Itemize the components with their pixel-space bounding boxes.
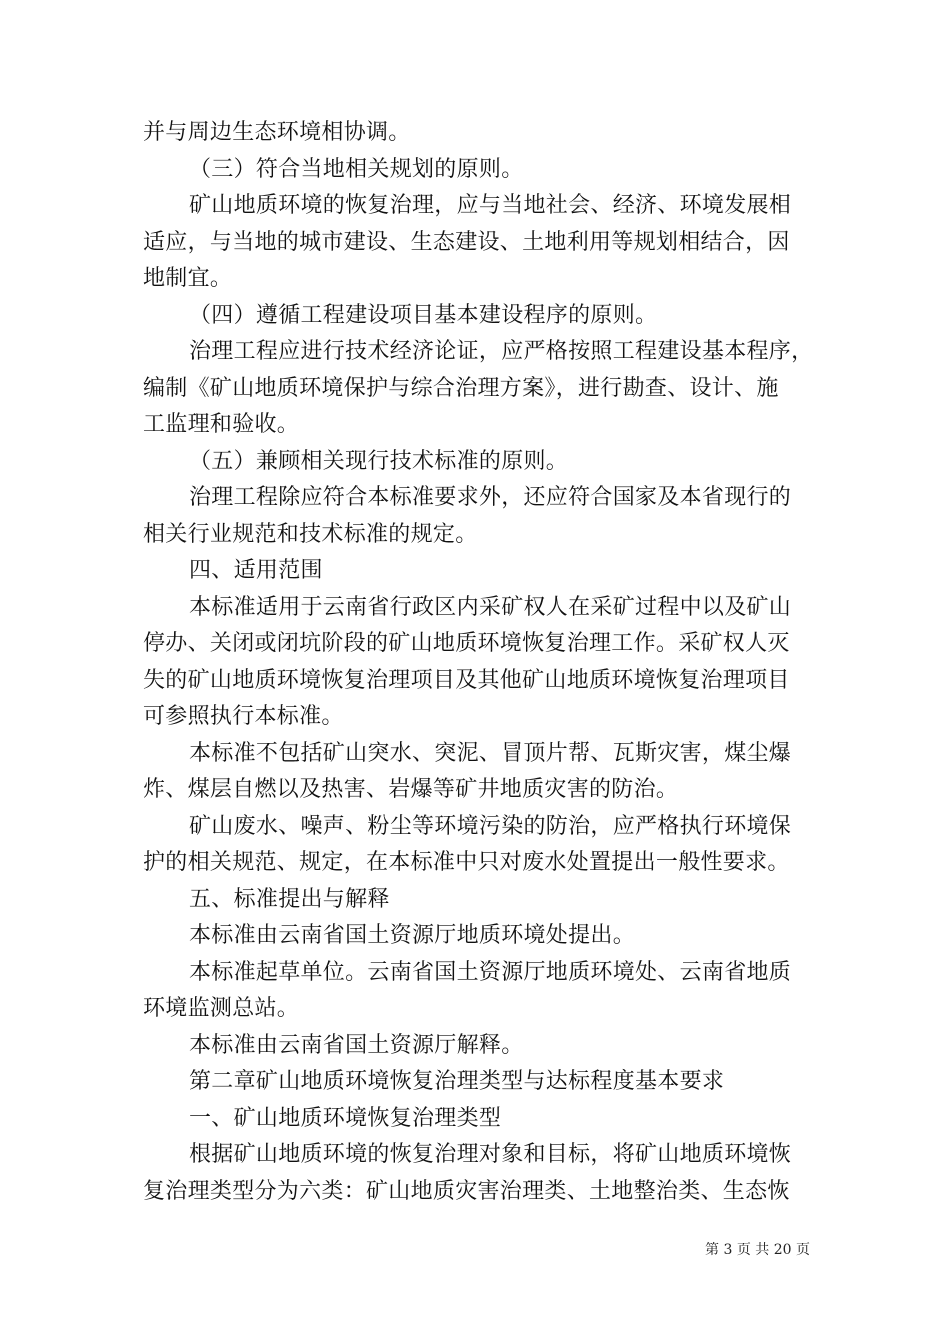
text-line: 护的相关规范、规定，在本标准中只对废水处置提出一般性要求。 bbox=[143, 850, 790, 875]
text-line: 工监理和验收。 bbox=[143, 412, 300, 437]
text-line: （四）遵循工程建设项目基本建设程序的原则。 bbox=[189, 302, 658, 328]
text-line: 停办、关闭或闭坑阶段的矿山地质环境恢复治理工作。采矿权人灭 bbox=[143, 631, 790, 656]
text-line: 并与周边生态环境相协调。 bbox=[143, 120, 411, 145]
text-line: 失的矿山地质环境恢复治理项目及其他矿山地质环境恢复治理项目 bbox=[143, 667, 790, 693]
text-line: 本标准不包括矿山突水、突泥、冒顶片帮、瓦斯灾害，煤尘爆 bbox=[189, 740, 792, 766]
text-line: （三）符合当地相关规划的原则。 bbox=[189, 156, 524, 182]
text-line: 治理工程除应符合本标准要求外，还应符合国家及本省现行的 bbox=[189, 485, 792, 510]
text-line: 可参照执行本标准。 bbox=[143, 704, 344, 729]
text-line: 炸、煤层自燃以及热害、岩爆等矿井地质灾害的防治。 bbox=[143, 777, 679, 802]
section-heading: 四、适用范围 bbox=[189, 558, 323, 583]
text-line: 复治理类型分为六类：矿山地质灾害治理类、土地整治类、生态恢 bbox=[143, 1178, 790, 1204]
text-line: 治理工程应进行技术经济论证，应严格按照工程建设基本程序， bbox=[189, 339, 814, 364]
section-heading: 五、标准提出与解释 bbox=[189, 886, 390, 912]
text-line: 本标准由云南省国土资源厅解释。 bbox=[189, 1032, 524, 1058]
text-line: 本标准由云南省国土资源厅地质环境处提出。 bbox=[189, 923, 636, 948]
text-line: （五）兼顾相关现行技术标准的原则。 bbox=[189, 448, 569, 474]
text-line: 本标准起草单位。云南省国土资源厅地质环境处、云南省地质 bbox=[189, 959, 792, 985]
document-body bbox=[143, 115, 814, 1210]
text-line: 矿山废水、噪声、粉尘等环境污染的防治，应严格执行环境保 bbox=[189, 813, 792, 839]
text-line: 本标准适用于云南省行政区内采矿权人在采矿过程中以及矿山 bbox=[189, 594, 792, 620]
text-line: 相关行业规范和技术标准的规定。 bbox=[143, 521, 478, 547]
text-line: 编制《矿山地质环境保护与综合治理方案》，进行勘查、设计、施 bbox=[143, 375, 779, 401]
section-heading: 一、矿山地质环境恢复治理类型 bbox=[189, 1105, 502, 1131]
chapter-heading: 第二章矿山地质环境恢复治理类型与达标程度基本要求 bbox=[189, 1069, 725, 1094]
page-number: 第 3 页 共 20 页 bbox=[705, 1242, 810, 1258]
text-line: 根据矿山地质环境的恢复治理对象和目标，将矿山地质环境恢 bbox=[189, 1142, 792, 1167]
text-line: 矿山地质环境的恢复治理，应与当地社会、经济、环境发展相 bbox=[189, 193, 792, 218]
text-line: 环境监测总站。 bbox=[143, 996, 300, 1021]
text-line: 地制宜。 bbox=[143, 266, 233, 291]
text-line: 适应，与当地的城市建设、生态建设、土地利用等规划相结合，因 bbox=[143, 229, 790, 255]
